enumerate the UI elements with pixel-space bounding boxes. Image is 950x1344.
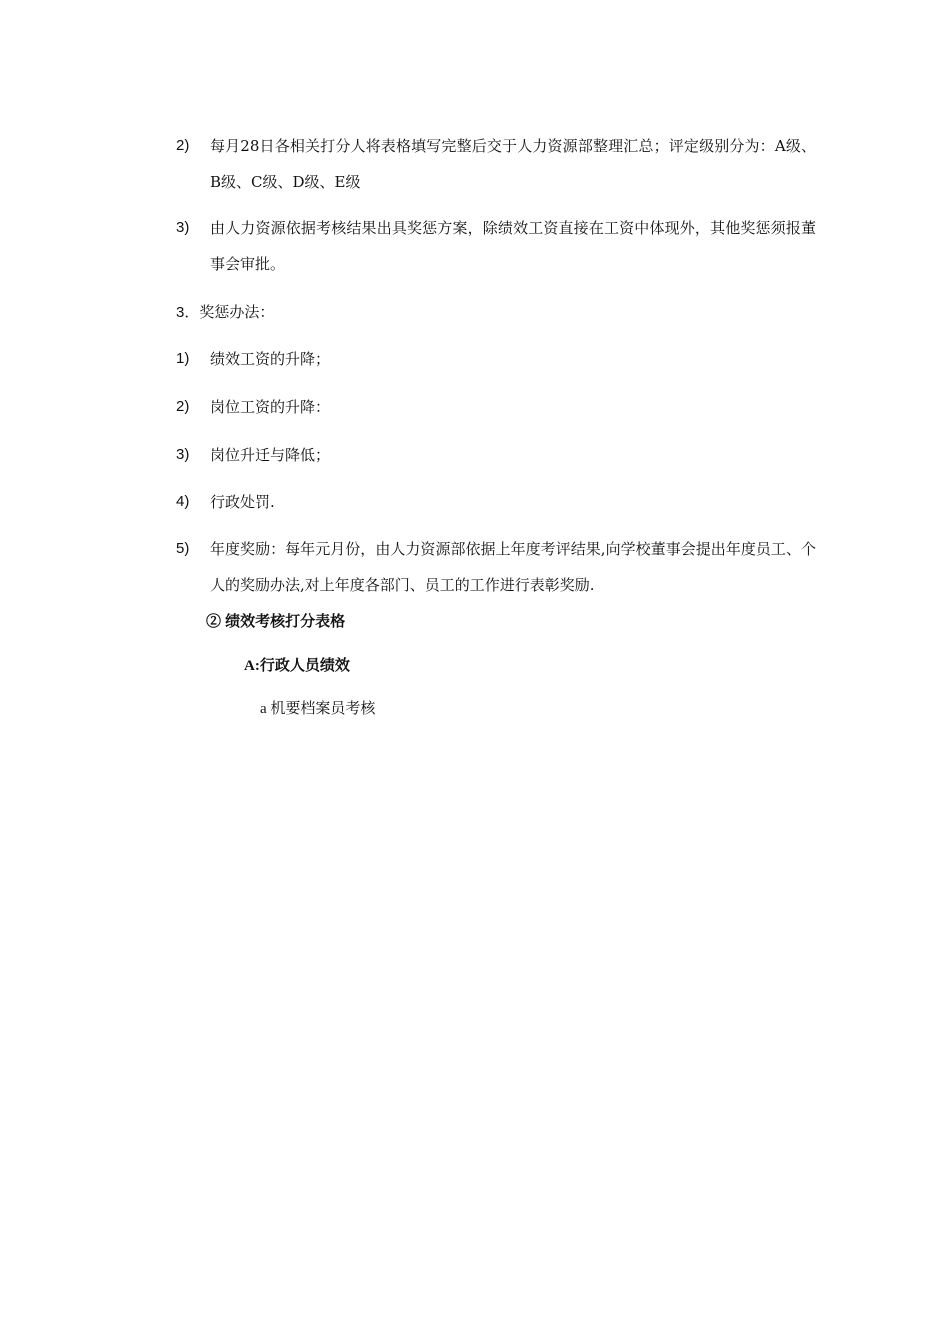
list-number: 1) (176, 350, 190, 367)
list-number: 3) (176, 446, 190, 463)
list-item-measure-1 (176, 341, 816, 377)
list-item-measure-2 (176, 389, 816, 425)
list-item-measure-3 (176, 437, 816, 473)
section-title: 奖惩办法： (199, 303, 275, 321)
list-text: 绩效工资的升降； (210, 350, 331, 368)
list-item-step-3 (176, 210, 816, 282)
heading-score-table: ② 绩效考核打分表格 (206, 613, 346, 630)
list-item-step-2 (176, 128, 816, 200)
heading-admin-staff: A:行政人员绩效 (244, 658, 350, 674)
list-text: 行政处罚. (210, 493, 275, 511)
list-item-measure-5 (176, 531, 816, 603)
list-text: 岗位工资的升降： (210, 398, 331, 416)
list-number: 2) (176, 137, 190, 154)
heading-archive-clerk: a 机要档案员考核 (260, 701, 376, 717)
list-text: 年度奖励：每年元月份，由人力资源部依据上年度考评结果,向学校董事会提出年度员工、个人的奖励办法,对上年度各部门、员工的工作进行表彰奖励. (210, 540, 816, 594)
list-text: 每月28日各相关打分人将表格填写完整后交于人力资源部整理汇总；评定级别分为：A级、B级、C级、D级、E级 (210, 137, 816, 191)
list-text: 由人力资源依据考核结果出具奖惩方案，除绩效工资直接在工资中体现外，其他奖惩须报董事会审批。 (210, 219, 816, 273)
list-number: 5) (176, 540, 190, 557)
list-text: 岗位升迁与降低； (210, 446, 331, 464)
list-item-measure-4 (176, 484, 816, 520)
section-heading-rewards (176, 300, 274, 325)
list-number: 4) (176, 493, 190, 510)
list-number: 3) (176, 219, 190, 236)
section-number: 3． (176, 304, 200, 321)
list-number: 2) (176, 398, 190, 415)
